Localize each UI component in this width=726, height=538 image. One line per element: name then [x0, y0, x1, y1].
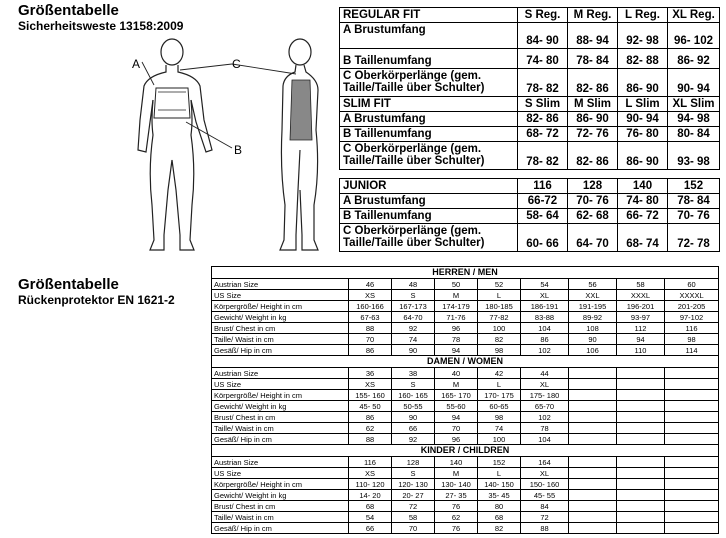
- table-cell: [665, 468, 719, 479]
- slim-header-l: L Slim: [618, 97, 668, 112]
- table-row: [212, 457, 719, 468]
- junior-cell: 62- 68: [568, 209, 618, 224]
- table-cell: S: [392, 290, 435, 301]
- table-cell: XS: [349, 379, 392, 390]
- table-cell: 14- 20: [349, 490, 392, 501]
- table-cell: [569, 423, 617, 434]
- row-label: Austrian Size: [212, 457, 349, 468]
- section-title-women: DAMEN / WOMEN: [212, 356, 719, 368]
- table-row: [212, 479, 719, 490]
- table-cell: 90: [392, 345, 435, 356]
- table-cell: 72: [521, 512, 569, 523]
- row-label: Brust/ Chest in cm: [212, 501, 349, 512]
- table-cell: 90: [569, 334, 617, 345]
- table-row: [212, 490, 719, 501]
- table-cell: 46: [349, 279, 392, 290]
- table-cell: 92: [392, 323, 435, 334]
- table-cell: [569, 512, 617, 523]
- table-cell: 165- 170: [435, 390, 478, 401]
- slim-cell: 86- 90: [618, 142, 668, 170]
- table-cell: 94: [435, 412, 478, 423]
- table-cell: 98: [665, 334, 719, 345]
- table-cell: 40: [435, 368, 478, 379]
- section-title-men: HERREN / MEN: [212, 267, 719, 279]
- table-cell: M: [435, 468, 478, 479]
- regular-cell: 86- 92: [668, 49, 720, 69]
- table-cell: [569, 501, 617, 512]
- junior-row-label: A Brustumfang: [340, 194, 518, 209]
- table-cell: 82: [478, 334, 521, 345]
- table-cell: 71-76: [435, 312, 478, 323]
- regular-header-m: M Reg.: [568, 8, 618, 23]
- table-cell: [569, 412, 617, 423]
- table-cell: [569, 390, 617, 401]
- table-cell: 78: [521, 423, 569, 434]
- junior-cell: 66- 72: [618, 209, 668, 224]
- table-cell: [617, 479, 665, 490]
- slim-row-label: A Brustumfang: [340, 112, 518, 127]
- table-row: [212, 501, 719, 512]
- table-cell: [569, 468, 617, 479]
- table-cell: [665, 479, 719, 490]
- regular-header-s: S Reg.: [518, 8, 568, 23]
- table-cell: 108: [569, 323, 617, 334]
- slim-cell: 78- 82: [518, 142, 568, 170]
- table-cell: 65-70: [521, 401, 569, 412]
- regular-cell: 82- 86: [568, 69, 618, 97]
- junior-cell: 64- 70: [568, 224, 618, 252]
- table-cell: 155- 160: [349, 390, 392, 401]
- body-measurement-figure: [120, 30, 340, 262]
- slim-cell: 72- 76: [568, 127, 618, 142]
- slim-header-label: SLIM FIT: [340, 97, 518, 112]
- table-cell: XL: [521, 290, 569, 301]
- junior-header-152: 152: [668, 179, 720, 194]
- table-cell: [569, 434, 617, 445]
- table-cell: 55-60: [435, 401, 478, 412]
- table-cell: 170- 175: [478, 390, 521, 401]
- table-cell: 175- 180: [521, 390, 569, 401]
- table-cell: 94: [617, 334, 665, 345]
- table-cell: 60-65: [478, 401, 521, 412]
- junior-header-label: JUNIOR: [340, 179, 518, 194]
- table-cell: 130- 140: [435, 479, 478, 490]
- table-row: [212, 512, 719, 523]
- section-title-children: KINDER / CHILDREN: [212, 445, 719, 457]
- slim-cell: 93- 98: [668, 142, 720, 170]
- junior-cell: 68- 74: [618, 224, 668, 252]
- table-cell: 70: [392, 523, 435, 534]
- table-row: [212, 279, 719, 290]
- table-cell: 82: [478, 523, 521, 534]
- table-cell: 74: [478, 423, 521, 434]
- table-cell: 112: [617, 323, 665, 334]
- table-cell: 92: [392, 434, 435, 445]
- table-cell: 110: [617, 345, 665, 356]
- table-cell: [665, 457, 719, 468]
- junior-cell: 78- 84: [668, 194, 720, 209]
- table-cell: XXXXL: [665, 290, 719, 301]
- table-cell: 44: [521, 368, 569, 379]
- table-cell: 93-97: [617, 312, 665, 323]
- row-label: Körpergröße/ Height in cm: [212, 301, 349, 312]
- row-label: US Size: [212, 468, 349, 479]
- table-cell: 86: [349, 412, 392, 423]
- table-cell: 76: [435, 501, 478, 512]
- regular-cell: 84- 90: [518, 23, 568, 49]
- vest-subtitle: Sicherheitsweste 13158:2009: [18, 19, 184, 33]
- table-cell: [617, 523, 665, 534]
- table-cell: S: [392, 379, 435, 390]
- slim-fit-table: [339, 96, 720, 170]
- table-cell: 98: [478, 412, 521, 423]
- slim-header-m: M Slim: [568, 97, 618, 112]
- junior-cell: 70- 76: [668, 209, 720, 224]
- row-label: US Size: [212, 379, 349, 390]
- regular-row-label: A Brustumfang: [340, 23, 518, 49]
- table-cell: 102: [521, 345, 569, 356]
- table-cell: 164: [521, 457, 569, 468]
- slim-cell: 94- 98: [668, 112, 720, 127]
- table-cell: [569, 401, 617, 412]
- table-row: [212, 368, 719, 379]
- table-cell: 20- 27: [392, 490, 435, 501]
- table-cell: 160-166: [349, 301, 392, 312]
- row-label: Gewicht/ Weight in kg: [212, 490, 349, 501]
- table-cell: 116: [665, 323, 719, 334]
- table-row: [212, 468, 719, 479]
- table-cell: [617, 379, 665, 390]
- regular-row-label: B Taillenumfang: [340, 49, 518, 69]
- junior-cell: 58- 64: [518, 209, 568, 224]
- table-cell: 180-185: [478, 301, 521, 312]
- slim-cell: 76- 80: [618, 127, 668, 142]
- table-cell: [665, 423, 719, 434]
- table-cell: 106: [569, 345, 617, 356]
- table-cell: 76: [435, 523, 478, 534]
- table-cell: 104: [521, 434, 569, 445]
- table-cell: 48: [392, 279, 435, 290]
- table-cell: XS: [349, 468, 392, 479]
- table-row: [212, 412, 719, 423]
- row-label: Körpergröße/ Height in cm: [212, 390, 349, 401]
- table-cell: [665, 490, 719, 501]
- table-cell: 94: [435, 345, 478, 356]
- regular-fit-table: [339, 7, 720, 97]
- table-cell: L: [478, 379, 521, 390]
- table-cell: L: [478, 468, 521, 479]
- table-cell: 174-179: [435, 301, 478, 312]
- table-cell: 70: [349, 334, 392, 345]
- table-row: [212, 434, 719, 445]
- table-cell: [617, 490, 665, 501]
- table-cell: L: [478, 290, 521, 301]
- table-cell: 104: [521, 323, 569, 334]
- table-cell: [665, 368, 719, 379]
- table-cell: 70: [435, 423, 478, 434]
- protector-subtitle: Rückenprotektor EN 1621-2: [18, 293, 175, 307]
- slim-cell: 86- 90: [568, 112, 618, 127]
- table-cell: 62: [349, 423, 392, 434]
- table-cell: 167-173: [392, 301, 435, 312]
- junior-row-label: C Oberkörperlänge (gem. Taille/Taille über Schulter): [340, 224, 518, 252]
- table-cell: 77-82: [478, 312, 521, 323]
- table-cell: 78: [435, 334, 478, 345]
- table-cell: 83-88: [521, 312, 569, 323]
- junior-cell: 66-72: [518, 194, 568, 209]
- table-cell: 100: [478, 434, 521, 445]
- row-label: Taille/ Waist in cm: [212, 512, 349, 523]
- table-row: [212, 345, 719, 356]
- table-cell: 50: [435, 279, 478, 290]
- table-cell: 38: [392, 368, 435, 379]
- row-label: Gesäß/ Hip in cm: [212, 345, 349, 356]
- row-label: US Size: [212, 290, 349, 301]
- regular-header-label: REGULAR FIT: [340, 8, 518, 23]
- table-cell: [665, 390, 719, 401]
- slim-cell: 82- 86: [518, 112, 568, 127]
- table-cell: [617, 501, 665, 512]
- table-cell: [665, 412, 719, 423]
- table-row: [212, 312, 719, 323]
- table-cell: 86: [349, 345, 392, 356]
- table-cell: 52: [478, 279, 521, 290]
- row-label: Gesäß/ Hip in cm: [212, 523, 349, 534]
- table-cell: 116: [349, 457, 392, 468]
- junior-table: [339, 178, 720, 252]
- table-cell: XXL: [569, 290, 617, 301]
- table-cell: 56: [569, 279, 617, 290]
- regular-cell: 88- 94: [568, 23, 618, 49]
- table-cell: 160- 165: [392, 390, 435, 401]
- table-cell: 152: [478, 457, 521, 468]
- table-cell: 201-205: [665, 301, 719, 312]
- table-cell: 72: [392, 501, 435, 512]
- row-label: Brust/ Chest in cm: [212, 412, 349, 423]
- table-cell: 60: [665, 279, 719, 290]
- row-label: Brust/ Chest in cm: [212, 323, 349, 334]
- label-c: C: [232, 57, 241, 71]
- table-cell: 84: [521, 501, 569, 512]
- table-cell: 196-201: [617, 301, 665, 312]
- table-cell: 36: [349, 368, 392, 379]
- table-row: [212, 523, 719, 534]
- regular-cell: 78- 82: [518, 69, 568, 97]
- table-cell: XL: [521, 468, 569, 479]
- table-cell: 66: [349, 523, 392, 534]
- table-cell: 86: [521, 334, 569, 345]
- regular-cell: 90- 94: [668, 69, 720, 97]
- junior-row-label: B Taillenumfang: [340, 209, 518, 224]
- table-row: [212, 290, 719, 301]
- table-cell: 67-63: [349, 312, 392, 323]
- row-label: Körpergröße/ Height in cm: [212, 479, 349, 490]
- junior-header-140: 140: [618, 179, 668, 194]
- table-cell: [569, 379, 617, 390]
- regular-header-xl: XL Reg.: [668, 8, 720, 23]
- table-cell: [617, 468, 665, 479]
- row-label: Austrian Size: [212, 368, 349, 379]
- junior-header-128: 128: [568, 179, 618, 194]
- table-cell: [617, 390, 665, 401]
- table-cell: [665, 523, 719, 534]
- table-cell: [665, 512, 719, 523]
- table-cell: 66: [392, 423, 435, 434]
- regular-cell: 74- 80: [518, 49, 568, 69]
- regular-cell: 92- 98: [618, 23, 668, 49]
- table-cell: 186-191: [521, 301, 569, 312]
- junior-cell: 60- 66: [518, 224, 568, 252]
- back-protector-table: [211, 266, 719, 534]
- table-cell: 102: [521, 412, 569, 423]
- slim-cell: 68- 72: [518, 127, 568, 142]
- regular-cell: 82- 88: [618, 49, 668, 69]
- junior-header-116: 116: [518, 179, 568, 194]
- table-cell: 88: [349, 323, 392, 334]
- table-cell: [617, 512, 665, 523]
- table-cell: 42: [478, 368, 521, 379]
- slim-row-label: B Taillenumfang: [340, 127, 518, 142]
- table-cell: [665, 379, 719, 390]
- table-cell: XL: [521, 379, 569, 390]
- table-cell: 80: [478, 501, 521, 512]
- table-cell: S: [392, 468, 435, 479]
- slim-cell: 90- 94: [618, 112, 668, 127]
- table-cell: [569, 490, 617, 501]
- table-cell: [665, 501, 719, 512]
- table-cell: 54: [521, 279, 569, 290]
- slim-header-xl: XL Slim: [668, 97, 720, 112]
- row-label: Gesäß/ Hip in cm: [212, 434, 349, 445]
- table-cell: M: [435, 290, 478, 301]
- table-cell: [617, 401, 665, 412]
- label-b: B: [234, 143, 243, 157]
- table-row: [212, 379, 719, 390]
- table-cell: [569, 457, 617, 468]
- junior-cell: 70- 76: [568, 194, 618, 209]
- table-cell: [569, 523, 617, 534]
- table-cell: [617, 457, 665, 468]
- table-row: [212, 301, 719, 312]
- table-cell: 96: [435, 434, 478, 445]
- table-cell: 110- 120: [349, 479, 392, 490]
- row-label: Taille/ Waist in cm: [212, 423, 349, 434]
- table-cell: [569, 479, 617, 490]
- table-row: [212, 334, 719, 345]
- table-cell: [665, 434, 719, 445]
- table-cell: [569, 368, 617, 379]
- table-cell: 62: [435, 512, 478, 523]
- table-cell: [617, 434, 665, 445]
- row-label: Gewicht/ Weight in kg: [212, 312, 349, 323]
- regular-cell: 86- 90: [618, 69, 668, 97]
- table-cell: 90: [392, 412, 435, 423]
- table-cell: [665, 401, 719, 412]
- table-cell: [617, 412, 665, 423]
- table-row: [212, 401, 719, 412]
- regular-row-label: C Oberkörperlänge (gem. Taille/Taille über Schulter): [340, 69, 518, 97]
- table-cell: [617, 423, 665, 434]
- table-row: [212, 323, 719, 334]
- slim-cell: 82- 86: [568, 142, 618, 170]
- table-cell: 120- 130: [392, 479, 435, 490]
- table-cell: 58: [392, 512, 435, 523]
- table-cell: 140- 150: [478, 479, 521, 490]
- table-cell: 89-92: [569, 312, 617, 323]
- table-cell: 128: [392, 457, 435, 468]
- table-cell: 50-55: [392, 401, 435, 412]
- row-label: Gewicht/ Weight in kg: [212, 401, 349, 412]
- row-label: Austrian Size: [212, 279, 349, 290]
- table-cell: 64-70: [392, 312, 435, 323]
- slim-row-label: C Oberkörperlänge (gem. Taille/Taille über Schulter): [340, 142, 518, 170]
- table-cell: XS: [349, 290, 392, 301]
- vest-title: Größentabelle: [18, 2, 119, 19]
- regular-cell: 78- 84: [568, 49, 618, 69]
- table-cell: 74: [392, 334, 435, 345]
- table-cell: 54: [349, 512, 392, 523]
- label-a: A: [132, 57, 141, 71]
- protector-title: Größentabelle: [18, 276, 119, 293]
- table-cell: 88: [521, 523, 569, 534]
- regular-header-l: L Reg.: [618, 8, 668, 23]
- table-cell: 98: [478, 345, 521, 356]
- table-cell: 114: [665, 345, 719, 356]
- junior-cell: 74- 80: [618, 194, 668, 209]
- slim-header-s: S Slim: [518, 97, 568, 112]
- slim-cell: 80- 84: [668, 127, 720, 142]
- table-cell: 27- 35: [435, 490, 478, 501]
- table-cell: 45- 50: [349, 401, 392, 412]
- table-cell: 96: [435, 323, 478, 334]
- table-cell: [617, 368, 665, 379]
- table-cell: M: [435, 379, 478, 390]
- row-label: Taille/ Waist in cm: [212, 334, 349, 345]
- table-cell: 100: [478, 323, 521, 334]
- table-cell: 88: [349, 434, 392, 445]
- regular-cell: 96- 102: [668, 23, 720, 49]
- table-row: [212, 423, 719, 434]
- table-cell: 68: [349, 501, 392, 512]
- table-cell: 68: [478, 512, 521, 523]
- table-cell: 191-195: [569, 301, 617, 312]
- table-row: [212, 390, 719, 401]
- table-cell: 97-102: [665, 312, 719, 323]
- table-cell: 150- 160: [521, 479, 569, 490]
- table-cell: 58: [617, 279, 665, 290]
- junior-cell: 72- 78: [668, 224, 720, 252]
- table-cell: 140: [435, 457, 478, 468]
- table-cell: 35- 45: [478, 490, 521, 501]
- table-cell: XXXL: [617, 290, 665, 301]
- table-cell: 45- 55: [521, 490, 569, 501]
